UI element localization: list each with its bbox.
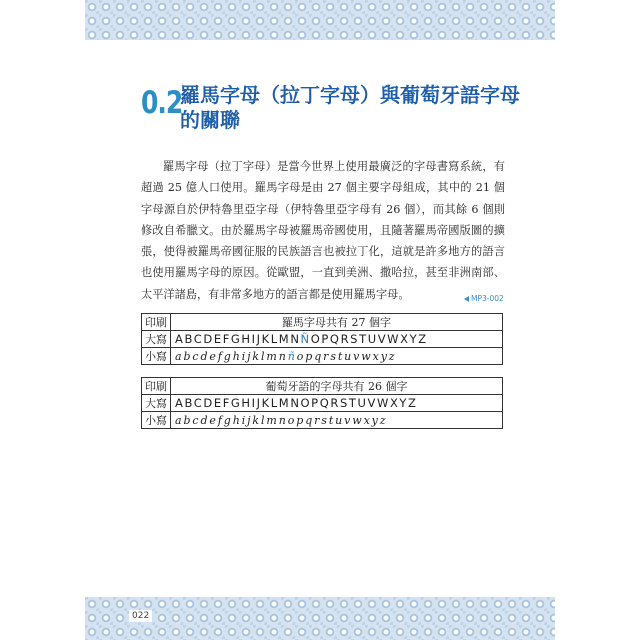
speaker-icon <box>464 296 469 302</box>
uppercase-part-1: ABCDEFGHIJKLMN <box>175 332 301 346</box>
row-label-print: 印刷 <box>142 378 171 395</box>
audio-track-label: MP3-002 <box>471 294 504 303</box>
row-label-lower: 小寫 <box>142 348 171 365</box>
section-number: 0.2 <box>141 84 183 121</box>
table-row <box>142 348 503 365</box>
table-row <box>142 331 503 348</box>
lowercase-part-1: abcdefghijklmn <box>175 349 288 363</box>
roman-table-title: 羅馬字母共有 27 個字 <box>171 314 503 331</box>
table-row <box>142 412 503 429</box>
row-label-print: 印刷 <box>142 314 171 331</box>
bottom-pattern-band <box>85 597 555 640</box>
section-title-line-1: 羅馬字母（拉丁字母）與葡萄牙語字母 <box>180 83 520 107</box>
audio-track-link[interactable] <box>464 294 504 303</box>
table-row <box>142 395 503 412</box>
portuguese-uppercase-letters: ABCDEFGHIJKLMNOPQRSTUVWXYZ <box>171 395 503 412</box>
section-title <box>180 83 520 133</box>
uppercase-part-2: OPQRSTUVWXYZ <box>310 332 428 346</box>
top-pattern-band <box>85 0 555 40</box>
row-label-lower: 小寫 <box>142 412 171 429</box>
table-row <box>142 314 503 331</box>
page-number: 022 <box>129 610 152 622</box>
uppercase-special-letter: Ñ <box>300 332 311 346</box>
portuguese-table-title: 葡萄牙語的字母共有 26 個字 <box>171 378 503 395</box>
row-label-upper: 大寫 <box>142 331 171 348</box>
lowercase-special-letter: ñ <box>287 349 297 363</box>
portuguese-alphabet-table <box>141 377 503 429</box>
row-label-upper: 大寫 <box>142 395 171 412</box>
roman-uppercase-letters <box>171 331 503 348</box>
body-paragraph: 羅馬字母（拉丁字母）是當今世界上使用最廣泛的字母書寫系統，有超過 25 億人口使用。羅馬字母是由 27 個主要字母組成，其中的 21 個字母源自於伊特魯里亞字母（伊特魯里亞字母有 26 個），而其餘 6 個則修改自希臘文。由於羅馬字母被羅馬帝國使用，且隨著羅馬帝國版圖的擴張，使得被羅馬帝國征服的民族語言也被拉丁化，這就是許多地方的語言也使用羅馬字母的原因。從歐盟，一直到美洲、撒哈拉，甚至非洲南部、太平洋諸島，有非常多地方的語言都是使用羅馬字母。 <box>141 160 505 301</box>
roman-lowercase-letters <box>171 348 503 365</box>
table-row <box>142 378 503 395</box>
roman-alphabet-table <box>141 313 503 365</box>
lowercase-part-2: opqrstuvwxyz <box>296 349 397 363</box>
section-title-line-2: 的關聯 <box>180 108 240 132</box>
portuguese-lowercase-letters: abcdefghijklmnopqrstuvwxyz <box>171 412 503 429</box>
